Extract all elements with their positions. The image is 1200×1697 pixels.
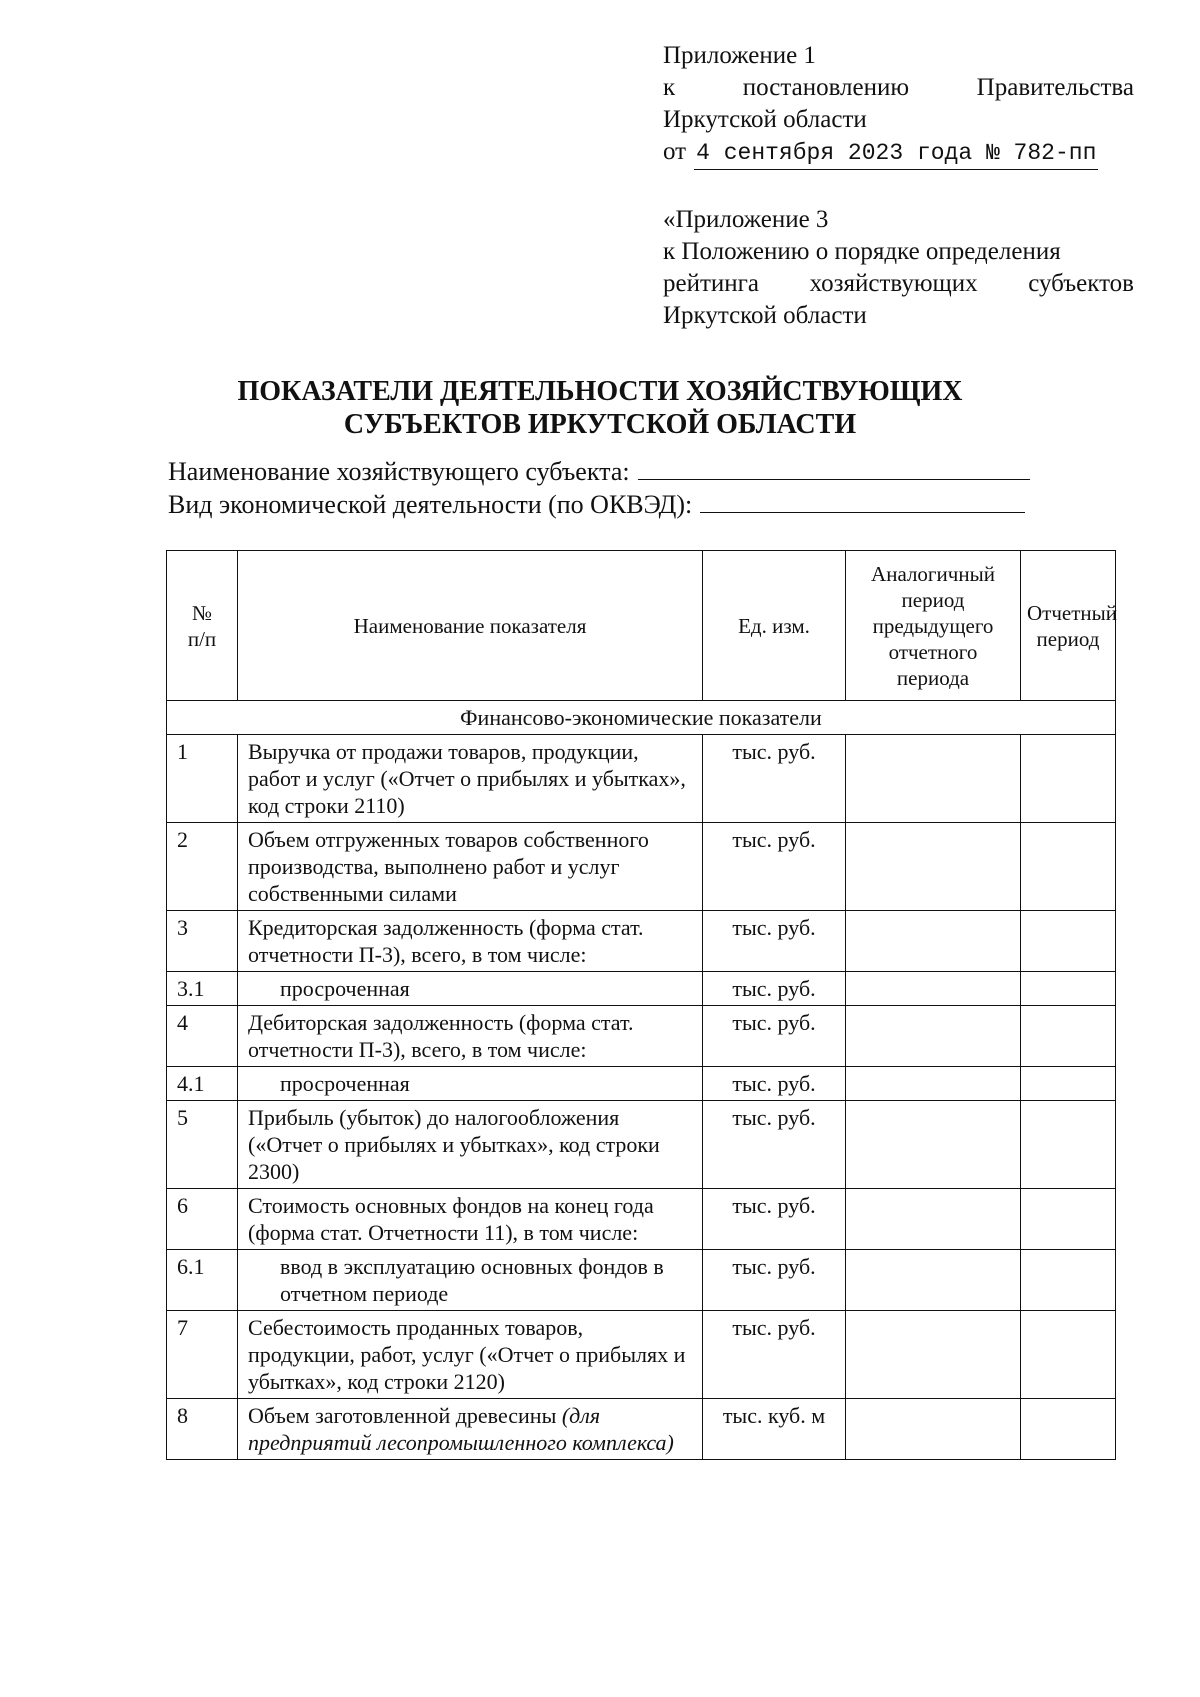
table-row xyxy=(167,1250,1116,1311)
table-header-row xyxy=(167,551,1116,701)
table-row xyxy=(167,972,1116,1006)
table-row xyxy=(167,1006,1116,1067)
annex-3-line2 xyxy=(663,236,1134,268)
table-row xyxy=(167,911,1116,972)
header-current-period xyxy=(1021,551,1116,701)
row-prev-value[interactable] xyxy=(846,911,1021,972)
header-prev-line: период xyxy=(901,587,965,612)
okved-label: Вид экономической деятельности (по ОКВЭД): xyxy=(168,490,693,519)
row-prev-value[interactable] xyxy=(846,1101,1021,1189)
row-indicator: ввод в эксплуатацию основных фондов в отчетном периоде xyxy=(238,1250,703,1311)
header-name: Наименование показателя xyxy=(238,551,703,701)
row-number: 3 xyxy=(167,911,238,972)
row-number: 4 xyxy=(167,1006,238,1067)
section-title: Финансово-экономические показатели xyxy=(167,701,1116,735)
row-current-value[interactable] xyxy=(1021,1250,1116,1311)
annex-1-word: Правительства xyxy=(976,74,1134,101)
row-unit: тыс. руб. xyxy=(703,1006,846,1067)
header-prev-line: периода xyxy=(896,665,970,690)
row-current-value[interactable] xyxy=(1021,1311,1116,1399)
date-prefix: от xyxy=(663,138,687,165)
table-row xyxy=(167,735,1116,823)
row-current-value[interactable] xyxy=(1021,1399,1116,1460)
annex-3-region: Иркутской области xyxy=(663,302,867,329)
annex-1-word: постановлению xyxy=(742,74,910,101)
subject-name-field xyxy=(168,455,1030,488)
header-current-line: период xyxy=(1036,626,1100,651)
header-unit: Ед. изм. xyxy=(703,551,846,701)
row-prev-value[interactable] xyxy=(846,972,1021,1006)
annex-3-word: хозяйствующих xyxy=(809,270,978,297)
header-num-sign: № xyxy=(191,600,213,625)
annex-3-text: к Положению о порядке определения xyxy=(663,238,1061,265)
subject-fields xyxy=(168,455,1030,521)
row-current-value[interactable] xyxy=(1021,1067,1116,1101)
table-row xyxy=(167,1067,1116,1101)
row-number: 3.1 xyxy=(167,972,238,1006)
row-current-value[interactable] xyxy=(1021,823,1116,911)
row-unit: тыс. куб. м xyxy=(703,1399,846,1460)
row-unit: тыс. руб. xyxy=(703,1067,846,1101)
row-prev-value[interactable] xyxy=(846,1311,1021,1399)
section-row xyxy=(167,701,1116,735)
header-current-line: Отчетный xyxy=(1027,600,1117,625)
annex-3-word: рейтинга xyxy=(663,270,760,297)
row-indicator: Дебиторская задолженность (форма стат. отчетности П-3), всего, в том числе: xyxy=(238,1006,703,1067)
row-unit: тыс. руб. xyxy=(703,823,846,911)
annex-1-line2 xyxy=(663,72,1134,104)
document-title xyxy=(0,375,1200,441)
row-indicator: Стоимость основных фондов на конец года (форма стат. Отчетности 11), в том числе: xyxy=(238,1189,703,1250)
annex-3-title: «Приложение 3 xyxy=(663,206,829,233)
row-prev-value[interactable] xyxy=(846,1006,1021,1067)
row-prev-value[interactable] xyxy=(846,1189,1021,1250)
row-current-value[interactable] xyxy=(1021,1006,1116,1067)
row-current-value[interactable] xyxy=(1021,1189,1116,1250)
row-indicator: Выручка от продажи товаров, продукции, работ и услуг («Отчет о прибылях и убытках», код строки 2110) xyxy=(238,735,703,823)
row-unit: тыс. руб. xyxy=(703,1311,846,1399)
row-prev-value[interactable] xyxy=(846,823,1021,911)
subject-name-blank[interactable] xyxy=(638,457,1030,480)
row-number: 5 xyxy=(167,1101,238,1189)
annex-1-title: Приложение 1 xyxy=(663,42,816,69)
row-indicator: просроченная xyxy=(238,972,703,1006)
table-row xyxy=(167,1311,1116,1399)
row-indicator-main: Объем заготовленной древесины xyxy=(248,1403,557,1428)
decree-date: 4 сентября 2023 года № 782-пп xyxy=(694,137,1098,170)
row-current-value[interactable] xyxy=(1021,911,1116,972)
row-unit: тыс. руб. xyxy=(703,1189,846,1250)
row-number: 6.1 xyxy=(167,1250,238,1311)
row-unit: тыс. руб. xyxy=(703,1250,846,1311)
annex-3-line3 xyxy=(663,268,1134,300)
header-num-pp: п/п xyxy=(187,626,217,651)
row-indicator: Объем отгруженных товаров собственного производства, выполнено работ и услуг собственными силами xyxy=(238,823,703,911)
row-current-value[interactable] xyxy=(1021,972,1116,1006)
row-indicator-note: (для предприятий лесопромышленного комплекса) xyxy=(248,1403,674,1455)
row-number: 6 xyxy=(167,1189,238,1250)
table-row xyxy=(167,1189,1116,1250)
row-number: 4.1 xyxy=(167,1067,238,1101)
table-row xyxy=(167,1101,1116,1189)
header-prev-line: отчетного xyxy=(888,639,978,664)
row-prev-value[interactable] xyxy=(846,1067,1021,1101)
annex-1-date-line xyxy=(663,136,1134,170)
row-prev-value[interactable] xyxy=(846,735,1021,823)
row-indicator: Кредиторская задолженность (форма стат. отчетности П-3), всего, в том числе: xyxy=(238,911,703,972)
annex-1-word: к xyxy=(663,74,676,101)
row-unit: тыс. руб. xyxy=(703,911,846,972)
row-prev-value[interactable] xyxy=(846,1250,1021,1311)
row-unit: тыс. руб. xyxy=(703,1101,846,1189)
row-prev-value[interactable] xyxy=(846,1399,1021,1460)
okved-field xyxy=(168,488,1030,521)
indicators-table xyxy=(166,550,1116,1460)
row-indicator: просроченная xyxy=(238,1067,703,1101)
row-current-value[interactable] xyxy=(1021,735,1116,823)
row-unit: тыс. руб. xyxy=(703,972,846,1006)
table-row xyxy=(167,823,1116,911)
row-indicator: Себестоимость проданных товаров, продукции, работ, услуг («Отчет о прибылях и убытках», код строки 2120) xyxy=(238,1311,703,1399)
row-indicator: Прибыль (убыток) до налогообложения («Отчет о прибылях и убытках», код строки 2300) xyxy=(238,1101,703,1189)
row-number: 1 xyxy=(167,735,238,823)
row-indicator xyxy=(238,1399,703,1460)
row-number: 2 xyxy=(167,823,238,911)
title-line: СУБЪЕКТОВ ИРКУТСКОЙ ОБЛАСТИ xyxy=(343,409,857,440)
table-row xyxy=(167,1399,1116,1460)
annex-1-block xyxy=(663,40,1134,170)
row-number: 8 xyxy=(167,1399,238,1460)
annex-3-word: субъектов xyxy=(1028,270,1134,297)
annex-1-region: Иркутской области xyxy=(663,106,867,133)
row-unit: тыс. руб. xyxy=(703,735,846,823)
annex-3-block xyxy=(663,204,1134,332)
subject-name-label: Наименование хозяйствующего субъекта: xyxy=(168,457,630,486)
row-current-value[interactable] xyxy=(1021,1101,1116,1189)
title-line: ПОКАЗАТЕЛИ ДЕЯТЕЛЬНОСТИ ХОЗЯЙСТВУЮЩИХ xyxy=(237,376,963,407)
header-prev-line: Аналогичный xyxy=(871,561,995,586)
header-prev-period xyxy=(846,551,1021,701)
header-prev-line: предыдущего xyxy=(872,613,994,638)
row-number: 7 xyxy=(167,1311,238,1399)
okved-blank[interactable] xyxy=(700,490,1025,513)
header-num xyxy=(167,551,238,701)
